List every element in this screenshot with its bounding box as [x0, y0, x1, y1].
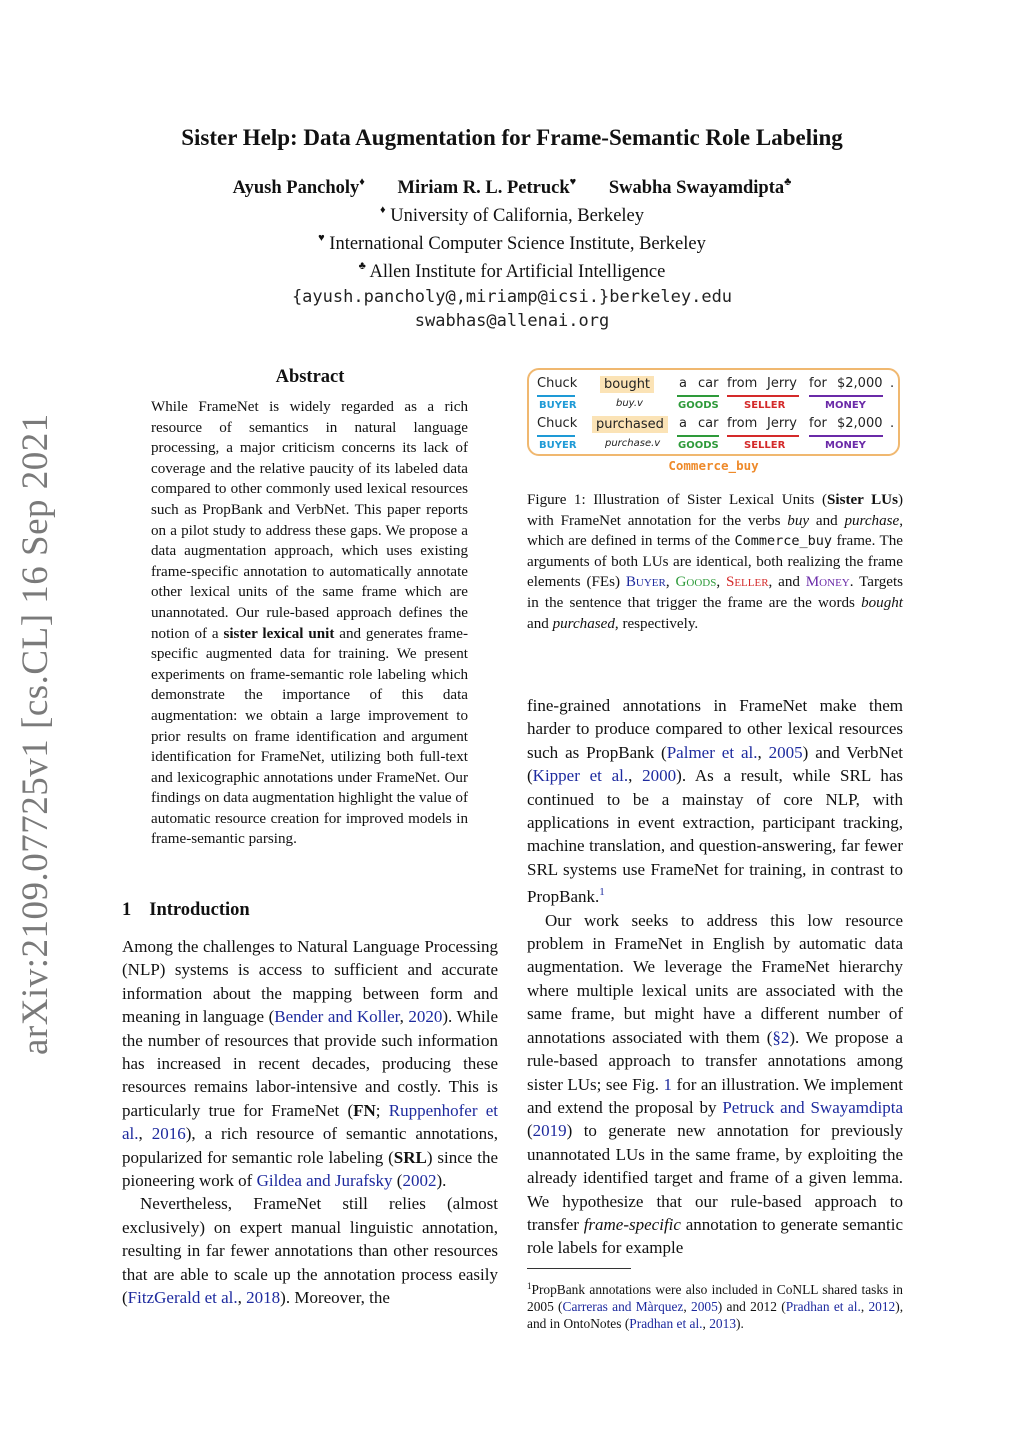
citation-year-link[interactable]: 2020 [408, 1007, 443, 1027]
token: Jerry [767, 416, 797, 431]
citation-year-link[interactable]: 2005 [768, 742, 803, 762]
role-seller: SELLER [744, 440, 786, 451]
citation-link[interactable]: FitzGerald et al. [127, 1288, 238, 1308]
buyer-underline [537, 395, 575, 397]
citation-year-link[interactable]: 2018 [246, 1288, 281, 1308]
role-goods: GOODS [678, 400, 719, 411]
role-money: MONEY [825, 440, 866, 451]
token: car [698, 376, 719, 391]
email-2: swabhas@allenai.org [414, 311, 610, 331]
token: car [698, 416, 719, 431]
footnote-marker[interactable]: 1 [599, 886, 605, 899]
citation-year-link[interactable]: 2013 [709, 1316, 737, 1332]
role-money: MONEY [825, 400, 866, 411]
citation-year-link[interactable]: 2016 [151, 1124, 186, 1144]
token: Chuck [537, 416, 578, 431]
token: . [890, 376, 895, 391]
citation-link[interactable]: Kipper et al. [532, 766, 629, 786]
lexical-unit: buy.v [616, 398, 643, 409]
frame-label: Commerce_buy [668, 458, 759, 473]
token: $2,000 [837, 416, 883, 431]
target-token: purchased [592, 416, 668, 433]
token: for [809, 376, 827, 391]
citation-year-link[interactable]: 2000 [642, 766, 677, 786]
citation-link[interactable]: Ruppenhofer et al. [122, 1100, 498, 1144]
figure-link[interactable]: 1 [663, 1074, 673, 1094]
affiliation-1: ♦ University of California, Berkeley [379, 204, 645, 226]
figure-caption: Figure 1: Illustration of Sister Lexical Units (Sister LUs) with FrameNet annotation for the verbs buy and purchase, which are defined in terms of the Commerce_buy frame. The arguments of both LUs are identical, both realizing the frame elements (FEs) Buyer, Goods, Seller, and Money. Targets in the sentence that trigger the frame are the words bought and purchased, respectively. [527, 492, 904, 632]
money-underline [809, 435, 883, 437]
role-buyer: BUYER [539, 440, 577, 451]
section-heading: 1 Introduction [122, 900, 250, 920]
seller-underline [727, 435, 799, 437]
right-paragraph-2: Our work seeks to address this low resource problem in FrameNet in English by automatic data augmentation. We leverage the FrameNet hierarchy where multiple lexical units are associated with the same frame, but might have a different number of annotations associated with them (§2). We propose a rule-based approach to transfer annotations among sister LUs; see Fig. 1 for an illustration. We implement and extend the proposal by Petruck and Swayamdipta (2019) to generate new annotation for previously unannotated LUs in the same frame, by exploiting the already identified target and frame of a given lemma. We hypothesize that our rule-based approach to transfer frame-specific annotation to generate semantic role labels for example [527, 910, 903, 1258]
intro-paragraph-2: Nevertheless, FrameNet still relies (almost exclusively) on expert manual linguistic annotation, resulting in far fewer annotations than other resources that are able to scale up the annotation process easily (FitzGerald et al., 2018). Moreover, the [122, 1194, 498, 1308]
author-2: Miriam R. L. Petruck♥ [397, 176, 577, 198]
goods-underline [677, 435, 719, 437]
token: a [679, 376, 687, 391]
author-list [0, 176, 1024, 199]
footnote: $^1$PropBank annotations were also included in CoNLL shared tasks in 2005 (Carreras and Màrquez, 2005) and 2012 (Pradhan et al., 2012), and in OntoNotes (Pradhan et al., 2013). [527, 1281, 904, 1332]
token: for [809, 416, 827, 431]
citation-link[interactable]: Pradhan et al. [785, 1299, 861, 1315]
role-goods: GOODS [678, 440, 719, 451]
citation-link[interactable]: Petruck and Swayamdipta [722, 1097, 903, 1117]
section-link[interactable]: §2 [772, 1027, 790, 1047]
abstract-body: While FrameNet is widely regarded as a rich resource of semantics in natural language processing, a major criticism concerns its lack of coverage and the relative paucity of its labeled data compared to other commonly used lexical resources such as PropBank and VerbNet. This paper reports on a pilot study to address these gaps. We propose a data augmentation approach, which uses existing frame-specific annotation to automatically annotate other lexical units of the same frame which are unannotated. Our rule-based approach defines the notion of a sister lexical unit and generates frame-specific augmented data for training. We present experiments on frame-semantic role labeling which demonstrate the importance of this data augmentation: we obtain a large improvement to prior results on frame identification and argument identification for FrameNet, utilizing both full-text and lexicographic annotations under FrameNet. Our findings on data augmentation highlight the value of automatic resource creation for improved models in frame-semantic parsing. [151, 399, 468, 848]
buyer-underline [537, 435, 575, 437]
figure-row-buy [529, 374, 898, 412]
arxiv-stamp: arXiv:2109.07725v1 [cs.CL] 16 Sep 2021 [15, 413, 56, 1055]
author-1: Ayush Pancholy♦ [232, 176, 365, 198]
intro-paragraph-1: Among the challenges to Natural Language Processing (NLP) systems is access to sufficient and accurate information about the mapping between form and meaning in language (Bender and Koller, 2020). While the number of resources that provide such information has increased in recent decades, producing these resources remains labor-intensive and costly. This is particularly true for FrameNet (FN; Ruppenhofer et al., 2016), a rich resource of semantic annotations, popularized for semantic role labeling (SRL) since the pioneering work of Gildea and Jurafsky (2002). [122, 937, 499, 1191]
money-underline [809, 395, 883, 397]
role-buyer: BUYER [539, 400, 577, 411]
abstract-heading: Abstract [275, 367, 345, 387]
lexical-unit: purchase.v [605, 438, 661, 449]
author-3: Swabha Swayamdipta♣ [608, 176, 792, 198]
figure-row-purchase [529, 414, 898, 452]
footnote-rule [527, 1268, 631, 1269]
affiliation-2: ♥ International Computer Science Institute, Berkeley [318, 232, 706, 254]
citation-link[interactable]: Pradhan et al. [629, 1316, 703, 1332]
citation-year-link[interactable]: 2005 [691, 1299, 718, 1315]
email-1: {ayush.pancholy@,miriamp@icsi.}berkeley.edu [291, 287, 733, 307]
token: Chuck [537, 376, 578, 391]
token: Jerry [767, 376, 797, 391]
citation-year-link[interactable]: 2002 [402, 1171, 437, 1191]
affiliation-3: ♣ Allen Institute for Artificial Intelligence [358, 260, 666, 282]
citation-link[interactable]: Palmer et al. [666, 742, 758, 762]
token: . [890, 416, 895, 431]
right-paragraph-1: fine-grained annotations in FrameNet make them harder to produce compared to other lexical resources such as PropBank (Palmer et al., 2005) and VerbNet (Kipper et al., 2000). As a result, while SRL has continued to be a mainstay of core NLP, with applications in event extraction, participant tracking, machine translation, and question-answering, far fewer SRL systems use FrameNet for training, in contrast to PropBank.$^1$ [527, 696, 904, 907]
goods-underline [677, 395, 719, 397]
intro-right-column [527, 694, 903, 1260]
citation-link[interactable]: Gildea and Jurafsky [256, 1171, 393, 1191]
paper-title: Sister Help: Data Augmentation for Frame-Semantic Role Labeling [181, 125, 843, 150]
citation-year-link[interactable]: 2019 [532, 1121, 567, 1141]
target-token: bought [600, 376, 654, 393]
citation-link[interactable]: Bender and Koller [274, 1007, 400, 1027]
role-seller: SELLER [744, 400, 786, 411]
citation-link[interactable]: Carreras and Màrquez [562, 1299, 684, 1315]
token: from [727, 376, 758, 391]
figure-1-diagram [527, 368, 900, 456]
token: $2,000 [837, 376, 883, 391]
citation-year-link[interactable]: 2012 [868, 1299, 896, 1315]
token: from [727, 416, 758, 431]
token: a [679, 416, 687, 431]
intro-left-column [122, 935, 498, 1310]
seller-underline [727, 395, 799, 397]
